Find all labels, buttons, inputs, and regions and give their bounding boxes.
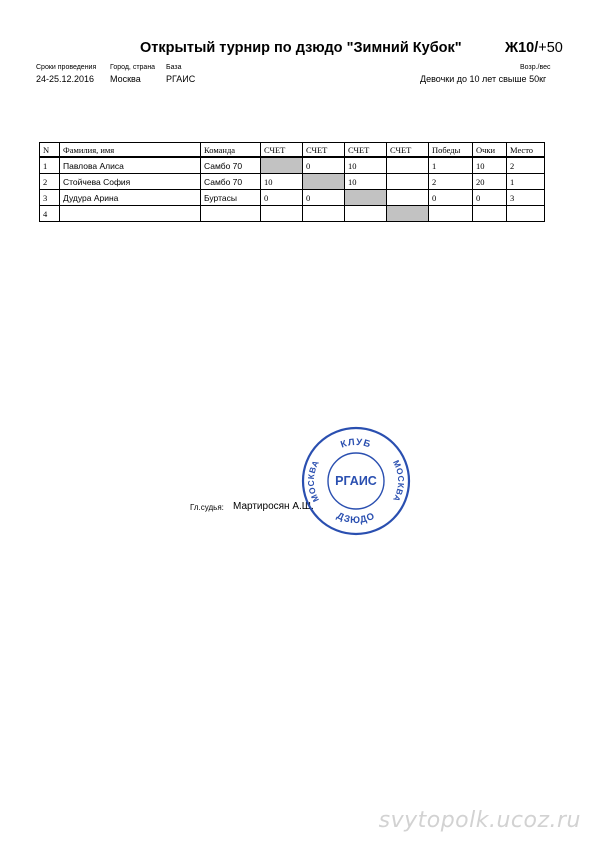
cell-score [261, 206, 303, 222]
cell-team [201, 206, 261, 222]
cell-team: Самбо 70 [201, 174, 261, 190]
col-header-score-1: СЧЕТ [261, 143, 303, 158]
cell-name: Павлова Алиса [60, 157, 201, 174]
cell-score: 0 [261, 190, 303, 206]
cell-score [387, 157, 429, 174]
cell-score: 0 [303, 190, 345, 206]
chief-judge-label: Гл.судья: [190, 503, 224, 512]
cell-score [345, 206, 387, 222]
svg-text:МОСКВА [306, 458, 321, 503]
cell-points: 10 [473, 157, 507, 174]
cell-score [387, 174, 429, 190]
cell-score: 0 [303, 157, 345, 174]
cell-name [60, 206, 201, 222]
cell-place: 3 [507, 190, 545, 206]
weight-category [505, 40, 563, 56]
cell-number: 1 [40, 157, 60, 174]
table-row [40, 190, 545, 206]
club-stamp [300, 425, 412, 537]
weight-category-prefix: Ж10/ [505, 40, 539, 56]
cell-place: 2 [507, 157, 545, 174]
label-age-weight: Возр./вес [520, 64, 551, 71]
results-table [39, 142, 545, 222]
col-header-points: Очки [473, 143, 507, 158]
table-row [40, 157, 545, 174]
cell-place [507, 206, 545, 222]
cell-score-diagonal [345, 190, 387, 206]
cell-score-diagonal [303, 174, 345, 190]
label-city: Город, страна [110, 64, 156, 71]
cell-points: 20 [473, 174, 507, 190]
table-header-row [40, 143, 545, 158]
weight-category-suffix: +50 [538, 40, 563, 56]
table-row [40, 206, 545, 222]
label-base: База [166, 64, 182, 71]
col-header-score-2: СЧЕТ [303, 143, 345, 158]
cell-wins [429, 206, 473, 222]
value-city: Москва [110, 74, 141, 84]
chief-judge-name: Мартиросян А.Ш. [233, 501, 314, 512]
watermark: svytopolk.ucoz.ru [378, 808, 581, 833]
cell-score: 10 [261, 174, 303, 190]
cell-score: 10 [345, 157, 387, 174]
cell-score: 10 [345, 174, 387, 190]
col-header-score-3: СЧЕТ [345, 143, 387, 158]
cell-place: 1 [507, 174, 545, 190]
table-row [40, 174, 545, 190]
cell-name: Дудура Арина [60, 190, 201, 206]
cell-team: Самбо 70 [201, 157, 261, 174]
cell-score-diagonal [261, 157, 303, 174]
col-header-team: Команда [201, 143, 261, 158]
cell-number: 2 [40, 174, 60, 190]
col-header-name: Фамилия, имя [60, 143, 201, 158]
col-header-place: Место [507, 143, 545, 158]
value-dates: 24-25.12.2016 [36, 74, 95, 84]
cell-wins: 1 [429, 157, 473, 174]
svg-text:ДЗЮДО [335, 510, 377, 526]
svg-text:МОСКВА [391, 458, 406, 503]
stamp-text-top: КЛУБ [339, 436, 373, 451]
cell-number: 3 [40, 190, 60, 206]
stamp-text-left: МОСКВА [305, 458, 321, 504]
cell-team: Буртасы [201, 190, 261, 206]
cell-number: 4 [40, 206, 60, 222]
cell-name: Стойчева София [60, 174, 201, 190]
value-base: РГАИС [166, 74, 196, 84]
page-title: Открытый турнир по дзюдо "Зимний Кубок" [140, 40, 462, 56]
stamp-text-bottom: ДЗЮДО [334, 510, 378, 527]
cell-wins: 2 [429, 174, 473, 190]
stamp-text-right: МОСКВА [391, 458, 407, 504]
col-header-number: N [40, 143, 60, 158]
cell-wins: 0 [429, 190, 473, 206]
label-dates: Сроки проведения [36, 64, 97, 71]
svg-text:КЛУБ [339, 437, 372, 451]
cell-points: 0 [473, 190, 507, 206]
cell-points [473, 206, 507, 222]
cell-score [303, 206, 345, 222]
stamp-text-center: РГАИС [335, 474, 377, 488]
col-header-score-4: СЧЕТ [387, 143, 429, 158]
cell-score [387, 190, 429, 206]
cell-score-diagonal [387, 206, 429, 222]
col-header-wins: Победы [429, 143, 473, 158]
value-category: Девочки до 10 лет свыше 50кг [420, 74, 547, 84]
